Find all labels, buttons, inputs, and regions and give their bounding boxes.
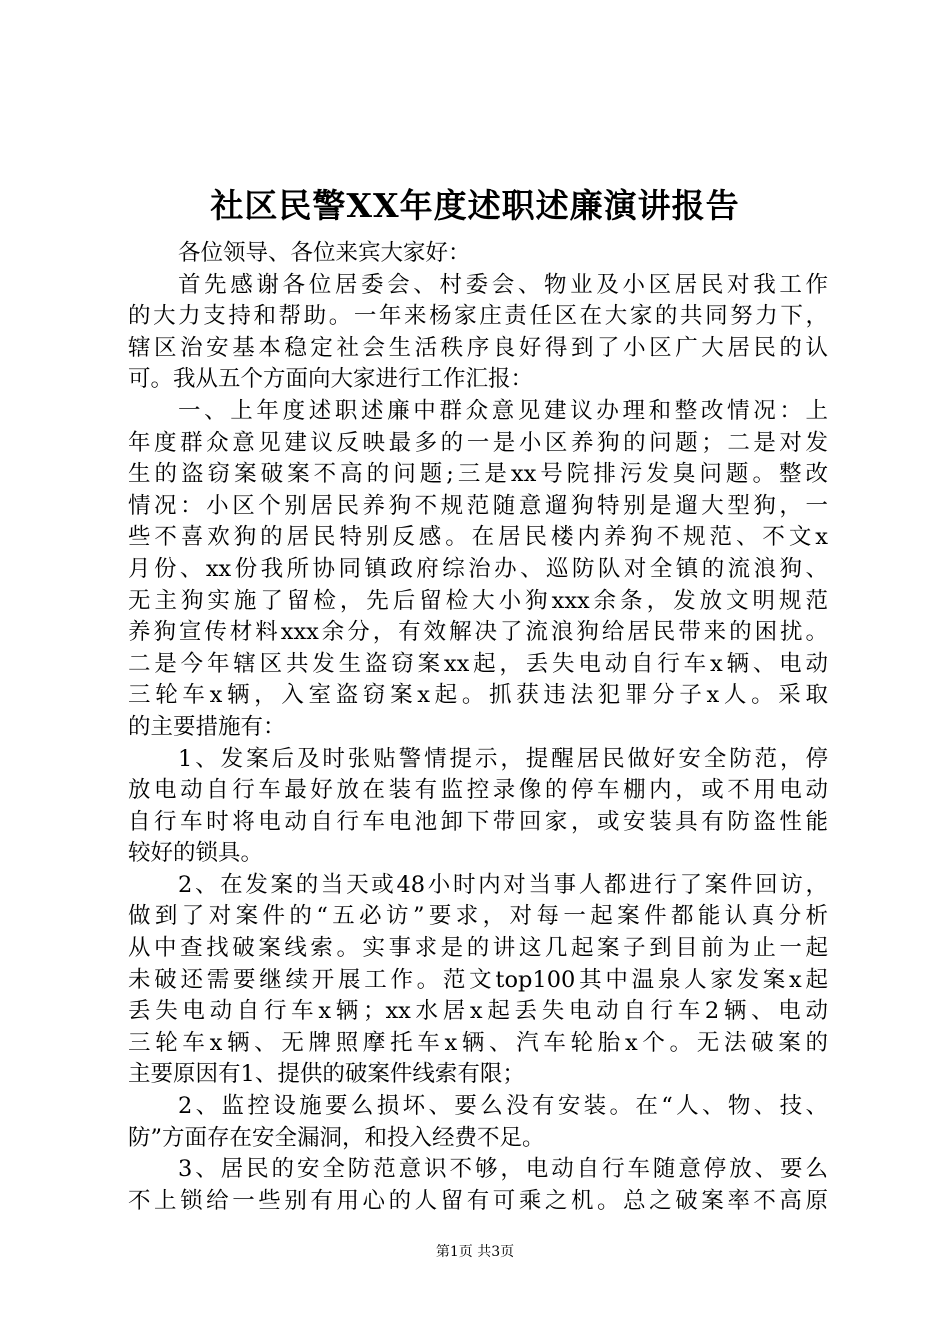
body-line: 主要原因有1、提供的破案件线索有限； xyxy=(128,1061,525,1088)
body-line: 放电动自行车最好放在装有监控录像的停车棚内，或不用电动 xyxy=(128,777,828,804)
body-line: 三轮车x辆、无牌照摩托车x辆、汽车轮胎x个。无法破案的 xyxy=(128,1029,828,1056)
body-line: 较好的锁具。 xyxy=(128,840,264,867)
body-line: 丢失电动自行车x辆；xx水居x起丢失电动自行车2辆、电动 xyxy=(128,998,828,1025)
body-line: 未破还需要继续开展工作。范文top100其中温泉人家发案x起 xyxy=(128,966,828,993)
body-line: 的主要措施有： xyxy=(128,713,286,740)
body-line: 些不喜欢狗的居民特别反感。在居民楼内养狗不规范、不文x xyxy=(128,524,828,551)
body-line: 自行车时将电动自行车电池卸下带回家，或安装具有防盗性能 xyxy=(128,808,828,835)
body-line: 3、居民的安全防范意识不够，电动自行车随意停放、要么 xyxy=(178,1156,828,1183)
page-footer: 第1页 共3页 xyxy=(435,1244,515,1260)
document-body xyxy=(128,238,828,1217)
document-title: 社区民警XX年度述职述廉演讲报告 xyxy=(210,186,740,225)
body-line: 的大力支持和帮助。一年来杨家庄责任区在大家的共同努力下， xyxy=(128,303,828,330)
body-line: 防”方面存在安全漏洞，和投入经费不足。 xyxy=(128,1124,545,1151)
body-line: 生的盗窃案破案不高的问题;三是xx号院排污发臭问题。整改 xyxy=(128,461,828,488)
body-line: 一、上年度述职述廉中群众意见建议办理和整改情况：上 xyxy=(178,397,828,424)
body-line: 无主狗实施了留检，先后留检大小狗xxx余条，发放文明规范 xyxy=(128,587,828,614)
body-line: 1、发案后及时张贴警情提示，提醒居民做好安全防范，停 xyxy=(178,745,828,772)
body-line: 养狗宣传材料xxx余分，有效解决了流浪狗给居民带来的困扰。 xyxy=(128,619,828,646)
body-line: 二是今年辖区共发生盗窃案xx起，丢失电动自行车x辆、电动 xyxy=(128,650,828,677)
body-line: 不上锁给一些别有用心的人留有可乘之机。总之破案率不高原 xyxy=(128,1187,828,1214)
body-line: 辖区治安基本稳定社会生活秩序良好得到了小区广大居民的认 xyxy=(128,334,828,361)
body-line: 从中查找破案线索。实事求是的讲这几起案子到目前为止一起 xyxy=(128,935,828,962)
body-line: 各位领导、各位来宾大家好： xyxy=(178,240,471,266)
body-line: 月份、xx份我所协同镇政府综治办、巡防队对全镇的流浪狗、 xyxy=(128,555,828,582)
body-line: 三轮车x辆，入室盗窃案x起。抓获违法犯罪分子x人。采取 xyxy=(128,682,828,709)
body-line: 可。我从五个方面向大家进行工作汇报： xyxy=(128,366,534,393)
body-line: 情况：小区个别居民养狗不规范随意遛狗特别是遛大型狗，一 xyxy=(128,492,828,519)
body-line: 2、在发案的当天或48小时内对当事人都进行了案件回访， xyxy=(178,871,828,898)
body-line: 年度群众意见建议反映最多的一是小区养狗的问题；二是对发 xyxy=(128,429,828,456)
body-line: 2、监控设施要么损坏、要么没有安装。在“人、物、技、 xyxy=(178,1093,828,1120)
body-line: 做到了对案件的“五必访”要求，对每一起案件都能认真分析 xyxy=(128,903,828,930)
body-line: 首先感谢各位居委会、村委会、物业及小区居民对我工作 xyxy=(178,271,828,298)
